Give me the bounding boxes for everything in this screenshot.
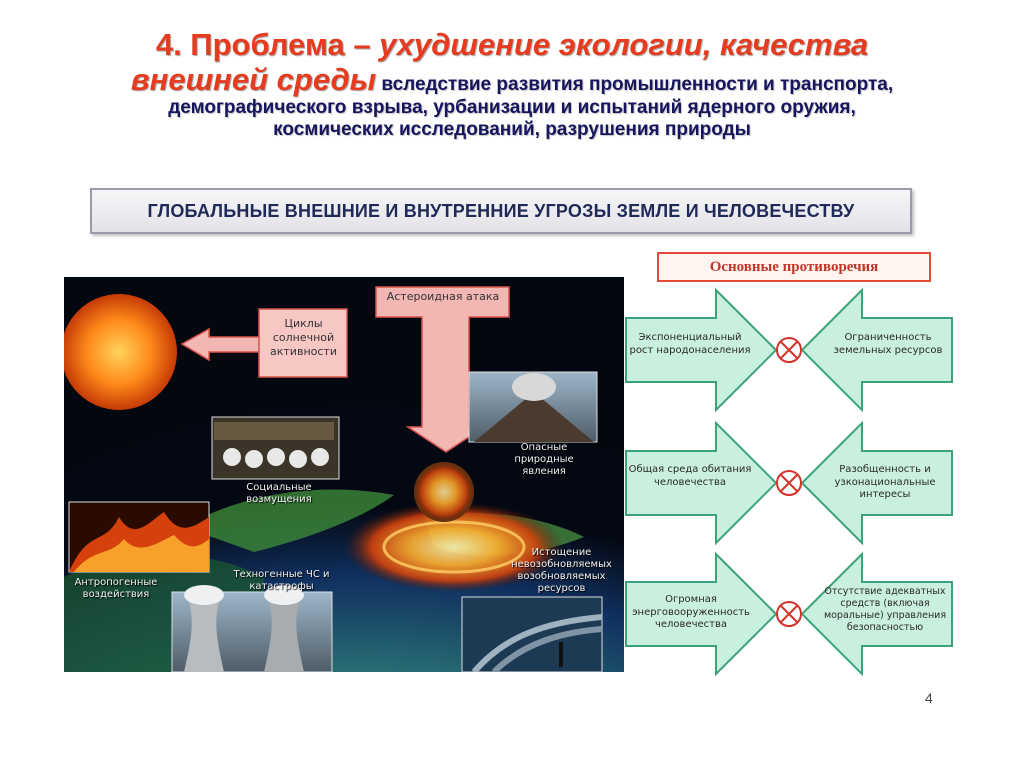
contradiction-left-2: Общая среда обитания человечества: [628, 464, 752, 488]
title-line-2: внешней среды вследствие развития промышленности и транспорта,: [130, 61, 894, 97]
slide-title: [40, 28, 984, 140]
title-line-4: космических исследований, разрушения природы: [273, 118, 751, 140]
title-line-1: 4. Проблема – ухудшение экологии, качества: [155, 27, 869, 62]
title-line-3: демографического взрыва, урбанизации и испытаний ядерного оружия,: [168, 97, 856, 119]
resource-depletion-label: Истощение невозобновляемых возобновляемых ресурсов: [511, 547, 612, 594]
threats-collage: [64, 277, 624, 672]
contradictions-diagram: [624, 288, 954, 678]
contradiction-right-1: Ограниченность земельных ресурсов: [833, 332, 943, 356]
contradiction-right-3: Отсутствие адекватных средств (включая моральные) управления безопасностью: [823, 586, 947, 633]
contradiction-right-2: Разобщенность и узконациональные интересы: [834, 464, 936, 500]
technogenic-label: Техногенные ЧС и катастрофы: [233, 569, 330, 592]
contradiction-left-3: Огромная энерговооруженность человечества: [632, 594, 750, 630]
threats-banner: [90, 188, 912, 234]
contradictions-header: [657, 252, 931, 282]
contradictions-header-text: Основные противоречия: [709, 258, 879, 275]
natural-hazards-label: Опасные природные явления: [514, 442, 574, 477]
sun-shape: [64, 294, 177, 410]
solar-activity-label: Циклы солнечной активности: [270, 317, 337, 358]
contradiction-left-1: Экспоненциальный рост народонаселения: [629, 332, 751, 356]
anthropogenic-label: Антропогенные воздействия: [74, 577, 158, 600]
page-number: 4: [925, 690, 933, 706]
threats-banner-text: ГЛОБАЛЬНЫЕ ВНЕШНИЕ И ВНУТРЕННИЕ УГРОЗЫ ЗЕМЛЕ И ЧЕЛОВЕЧЕСТВУ: [147, 200, 855, 221]
asteroid-attack-label: Астероидная атака: [386, 290, 500, 303]
social-unrest-label: Социальные возмущения: [246, 482, 312, 505]
